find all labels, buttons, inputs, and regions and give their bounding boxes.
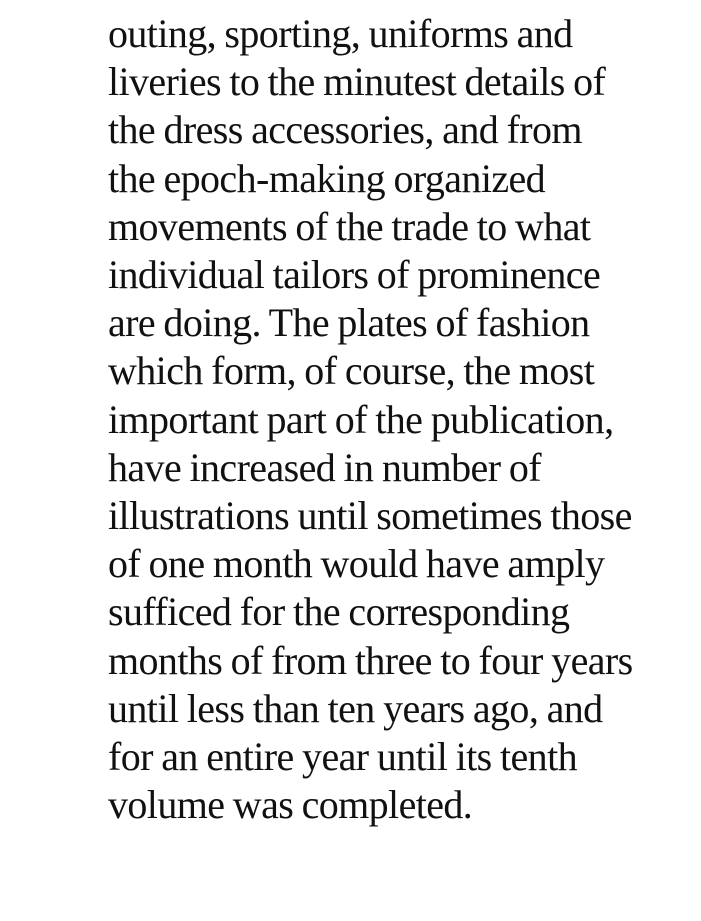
text-line: until less than ten years ago, and bbox=[108, 685, 603, 731]
text-line: important part of the publication, bbox=[108, 396, 614, 442]
text-line: have increased in number of bbox=[108, 444, 541, 490]
text-line: outing, sporting, uniforms and bbox=[108, 11, 573, 56]
text-line: individual tailors of prominence bbox=[108, 252, 601, 298]
text-line: of one month would have amply bbox=[108, 541, 605, 587]
text-line: volume was completed. bbox=[108, 782, 473, 828]
text-line: which form, of course, the most bbox=[108, 348, 595, 394]
text-line: are doing. The plates of fashion bbox=[108, 300, 590, 346]
text-line: sufficed for the corresponding bbox=[108, 589, 570, 635]
text-line: movements of the trade to what bbox=[108, 203, 591, 249]
text-line: liveries to the minutest details of bbox=[108, 59, 606, 105]
text-line: illustrations until sometimes those bbox=[108, 493, 632, 539]
text-line: for an entire year until its tenth bbox=[108, 734, 577, 780]
body-paragraph bbox=[108, 10, 688, 829]
text-line: the epoch-making organized bbox=[108, 155, 546, 201]
text-line: the dress accessories, and from bbox=[108, 107, 582, 153]
text-line: months of from three to four years bbox=[108, 637, 633, 683]
